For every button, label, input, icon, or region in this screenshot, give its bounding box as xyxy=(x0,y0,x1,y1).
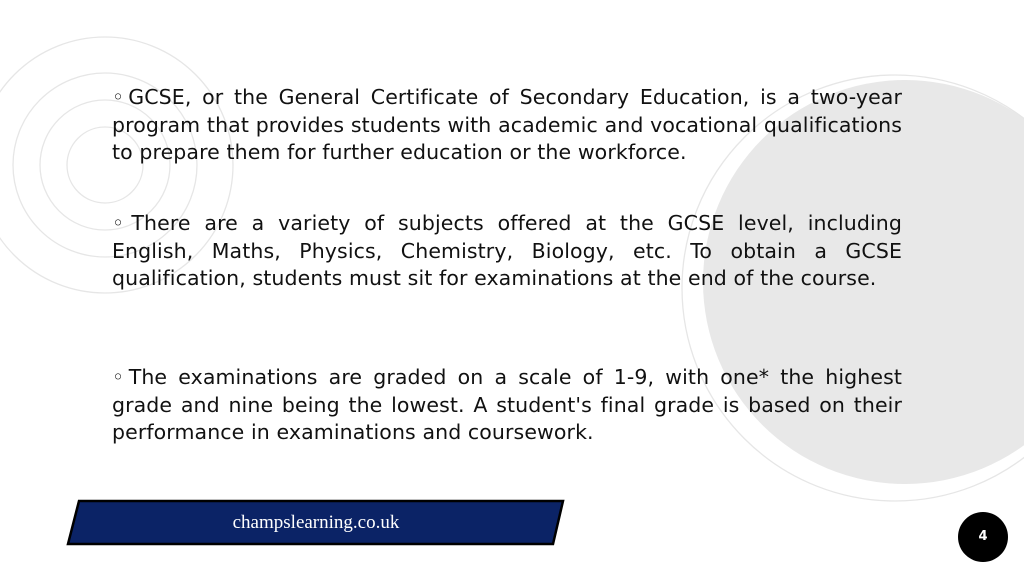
paragraph-grading: ◦The examinations are graded on a scale of 1-9, with one* the highest grade and nine being the lowest. A student's final grade is based on their performance in examinations and coursework. xyxy=(112,365,902,444)
website-link[interactable]: champslearning.co.uk xyxy=(232,512,400,533)
website-banner xyxy=(66,499,566,546)
paragraph-subjects: ◦There are a variety of subjects offered at the GCSE level, including English, Maths, Physics, Chemistry, Biology, etc. To obtain a GCSE qualification, students must sit for examinations at the end of the course. xyxy=(112,211,902,290)
page-number-badge: 4 xyxy=(958,512,1008,562)
paragraph-gcse-overview: ◦GCSE, or the General Certificate of Secondary Education, is a two-year program that provides students with academic and vocational qualifications to prepare them for further education or the workforce. xyxy=(112,85,902,164)
